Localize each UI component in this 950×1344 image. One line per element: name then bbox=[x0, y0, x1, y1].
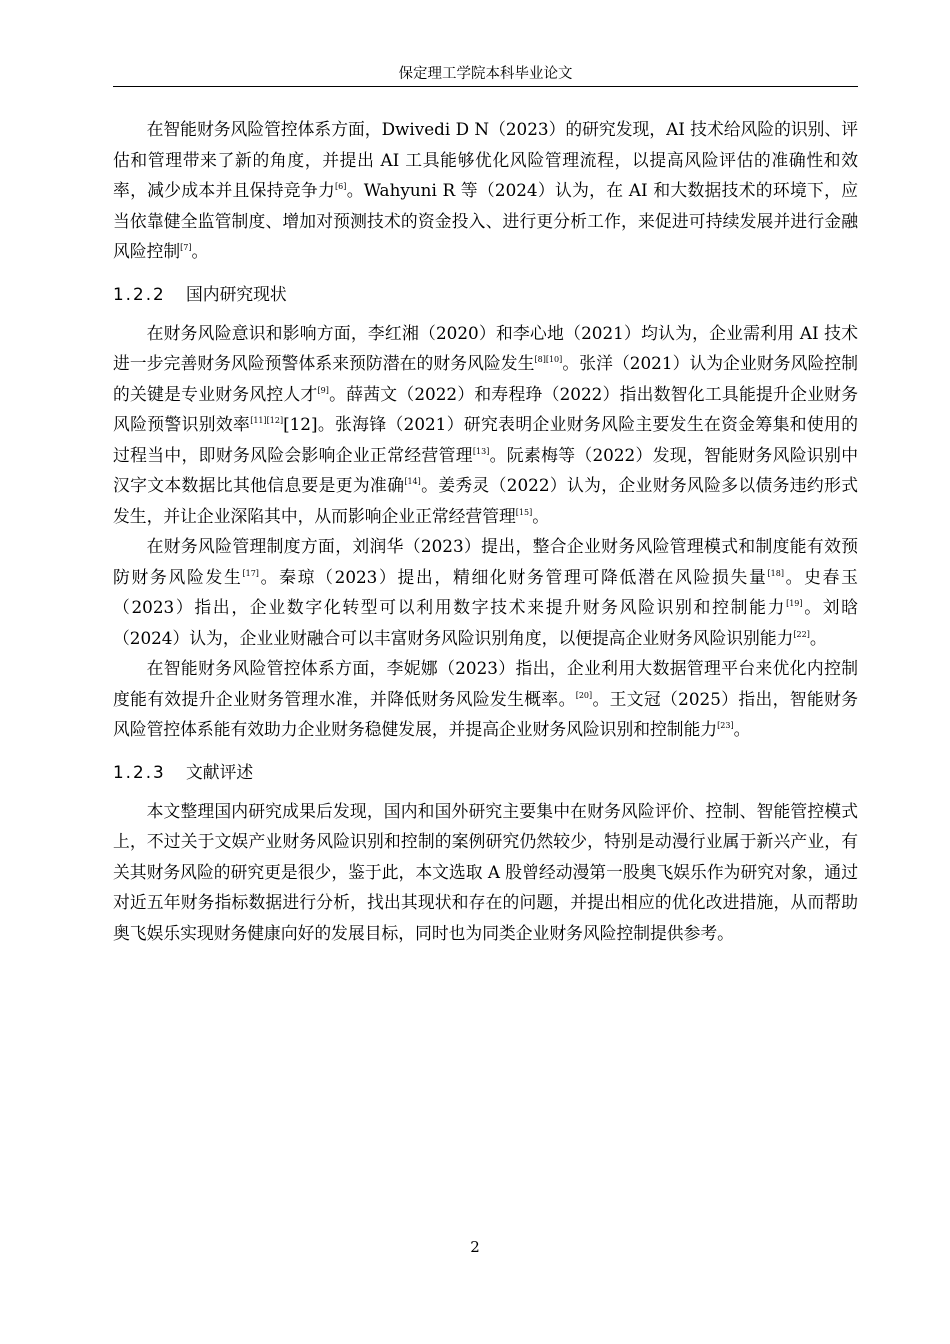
header-title: 保定理工学院本科毕业论文 bbox=[398, 66, 573, 82]
text-segment: 。阮素梅等（2022）发现，智能财务风险识别中汉字文本数据比其他信息要是更为准确 bbox=[113, 444, 858, 495]
text-segment: 。Wahyuni R 等（2024）认为，在 AI 和大数据技术的环境下，应当依靠健全监管制度、增加对预测技术的资金投入、进行更分析工作，来促进可持续发展并进行金融风险控制 bbox=[113, 180, 858, 261]
paragraph-smart-risk-control bbox=[113, 653, 858, 745]
text-segment: 在智能财务风险管控体系方面，Dwivedi D N（2023）的研究发现，AI 技术给风险的识别、评估和管理带来了新的角度，并提出 AI 工具能够优化风险管理流程，以提高风险评估的准确性和效率，减少成本并且保持竞争力 bbox=[113, 119, 858, 200]
text-segment: 。张洋（2021）认为企业财务风险控制的关键是专业财务风控人才 bbox=[113, 353, 858, 404]
section-number: 1.2.3 bbox=[113, 761, 166, 782]
text-segment: 。 bbox=[532, 505, 549, 526]
section-heading-literature-review bbox=[113, 760, 858, 784]
page-footer bbox=[0, 1238, 950, 1256]
citation: [19] bbox=[786, 599, 803, 608]
section-heading-domestic-research bbox=[113, 282, 858, 306]
citation: [13] bbox=[472, 446, 490, 456]
text-segment: 在财务风险管理制度方面，刘润华（2023）提出，整合企业财务风险管理模式和制度能有效预防财务风险发生 bbox=[113, 536, 858, 587]
section-number: 1.2.2 bbox=[113, 283, 166, 304]
text-segment: 本文整理国内研究成果后发现，国内和国外研究主要集中在财务风险评价、控制、智能管控模式上，不过关于文娱产业财务风险识别和控制的案例研究仍然较少，特别是动漫行业属于新兴产业，有关其财务风险的研究更是很少，鉴于此，本文选取 A 股曾经动漫第一股奥飞娱乐作为研究对象，通过对近五年财务指标数据进行分析，找出其现状和存在的问题，并提出相应的优化改进措施，从而帮助奥飞娱乐实现财务健康向好的发展目标，同时也为同类企业财务风险控制提供参考。 bbox=[113, 800, 858, 943]
citation: [6] bbox=[335, 182, 347, 191]
text-segment: 。刘晗（2024）认为，企业业财融合可以丰富财务风险识别角度，以便提高企业财务风险识别能力 bbox=[113, 597, 858, 648]
page-body bbox=[113, 114, 858, 948]
text-segment: 。秦琼（2023）提出，精细化财务管理可降低潜在风险损失量 bbox=[258, 566, 768, 587]
paragraph-ai-risk-foreign bbox=[113, 114, 858, 267]
text-segment: 。 bbox=[191, 241, 209, 261]
citation: [14] bbox=[404, 477, 421, 486]
section-title: 文献评述 bbox=[186, 761, 254, 782]
text-segment: 。王文冠（2025）指出，智能财务风险管控体系能有效助力企业财务稳健发展，并提高企业财务风险识别和控制能力 bbox=[113, 688, 858, 739]
citation: [18] bbox=[767, 568, 784, 578]
paragraph-review-summary bbox=[113, 796, 858, 949]
text-segment: 。 bbox=[809, 627, 827, 648]
running-header bbox=[113, 64, 858, 87]
citation: [23] bbox=[717, 721, 734, 730]
text-segment: 在财务风险意识和影响方面，李红湘（2020）和李心地（2021）均认为，企业需利用 AI 技术进一步完善财务风险预警体系来预防潜在的财务风险发生 bbox=[113, 322, 858, 373]
citation: [8][10] bbox=[534, 355, 563, 364]
text-segment: 。薛茜文（2022）和寿程琤（2022）指出数智化工具能提升企业财务风险预警识别效率 bbox=[113, 383, 858, 434]
text-segment: [12]。张海锋（2021）研究表明企业财务风险主要发生在资金筹集和使用的过程当中，即财务风险会影响企业正常经营管理 bbox=[113, 414, 858, 465]
section-title: 国内研究现状 bbox=[186, 283, 287, 304]
citation: [9] bbox=[317, 385, 329, 395]
text-segment: 。 bbox=[733, 719, 751, 739]
citation: [17] bbox=[242, 568, 259, 578]
text-segment: 。姜秀灵（2022）认为，企业财务风险多以债务违约形式发生，并让企业深陷其中，从而影响企业正常经营管理 bbox=[113, 475, 858, 526]
citation: [15] bbox=[515, 507, 533, 517]
text-segment: 在智能财务风险管控体系方面，李妮娜（2023）指出，企业利用大数据管理平台来优化内控制度能有效提升企业财务管理水准，并降低财务风险发生概率。 bbox=[113, 658, 858, 709]
citation: [7] bbox=[180, 243, 192, 252]
paragraph-risk-awareness bbox=[113, 318, 858, 532]
text-segment: 。史春玉（2023）指出，企业数字化转型可以利用数字技术来提升财务风险识别和控制能力 bbox=[113, 566, 858, 617]
citation: [11][12] bbox=[250, 416, 284, 425]
citation: [22] bbox=[793, 629, 810, 639]
page-number: 2 bbox=[470, 1238, 480, 1256]
citation: [20] bbox=[575, 690, 593, 700]
paragraph-risk-management-system bbox=[113, 531, 858, 653]
